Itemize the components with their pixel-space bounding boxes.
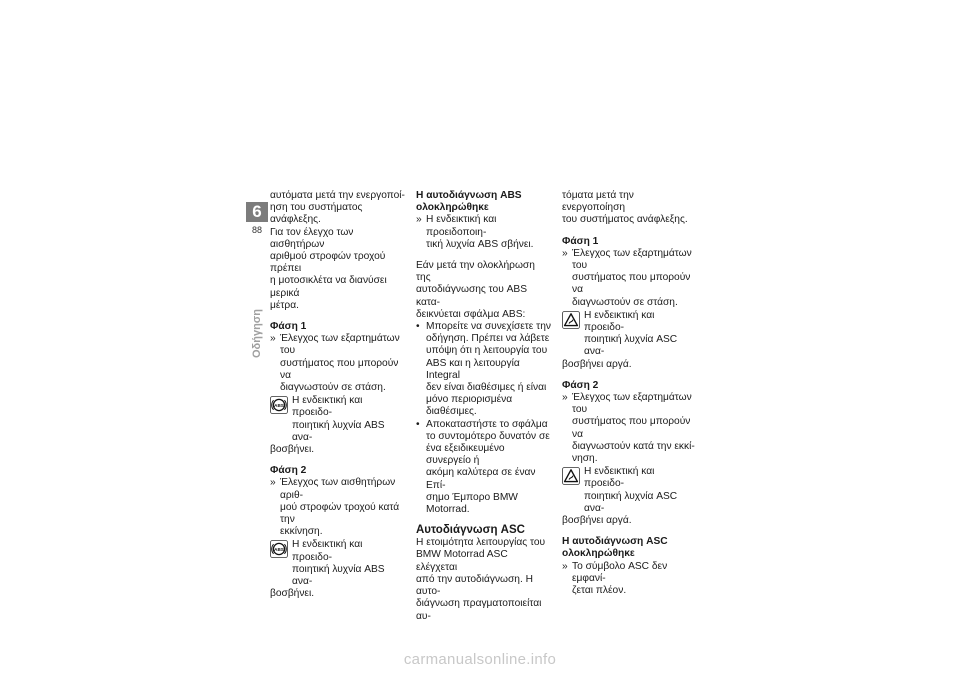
col2-para-line: αυτοδιάγνωσης του ABS κατα-	[416, 284, 527, 308]
column-3	[562, 190, 697, 597]
asc-warning-triangle-icon	[562, 311, 580, 329]
col2-heading-abs-complete: Η αυτοδιάγνωση ABS	[416, 190, 522, 201]
col2-para2-line: Η ετοιμότητα λειτουργίας του	[416, 537, 546, 549]
col2-step-abs-off: » Η ενδεικτική και προειδοποιη- τική λυχνία ABS σβήνει.	[416, 214, 534, 250]
col2-heading-abs-complete-2: ολοκληρώθηκε	[416, 202, 489, 214]
watermark: carmanualsonline.info	[403, 651, 557, 668]
arrow-marker: »	[416, 214, 422, 226]
col3-step-phase-2: » Έλεγχος των εξαρτημάτων του συστήματος που μπορούν να διαγνωστούν κατά την εκκί- νηση.	[562, 392, 695, 465]
section-title-vertical: Οδήγηση	[251, 308, 263, 358]
col1-intro-line: μέτρα.	[270, 299, 299, 311]
col2-para2-line: διάγνωση πραγματοποιείται αυ-	[416, 598, 542, 622]
col3-notice-end: βοσβήνει αργά.	[562, 515, 632, 527]
page-number: 88	[251, 225, 262, 235]
col1-intro-line: αριθμού στροφών τροχού πρέπει	[270, 251, 386, 275]
col3-intro-line: τόματα μετά την ενεργοποίηση	[562, 190, 634, 214]
svg-text:ABS: ABS	[274, 403, 284, 409]
arrow-marker: »	[562, 247, 568, 259]
bullet-dot: •	[416, 321, 420, 333]
col1-abs-notice-2: ABS Η ενδεικτική και προειδο- ποιητική λυχνία ABS ανα-	[270, 539, 405, 588]
col1-notice-end: βοσβήνει.	[270, 588, 315, 600]
column-1	[270, 190, 405, 601]
abs-warning-light-icon	[270, 540, 288, 558]
col1-intro-line: ηση του συστήματος ανάφλεξης.	[270, 202, 363, 226]
abs-warning-light-icon	[270, 396, 288, 414]
col1-notice-end: βοσβήνει.	[270, 444, 315, 456]
asc-warning-triangle-icon	[562, 467, 580, 485]
col1-intro-line: η μοτοσικλέτα να διανύσει μερικά	[270, 275, 387, 299]
col2-para-line: Εάν μετά την ολοκλήρωση της	[416, 260, 535, 284]
col3-step-phase-1: » Έλεγχος των εξαρτημάτων του συστήματος που μπορούν να διαγνωστούν σε στάση.	[562, 247, 692, 308]
arrow-marker: »	[270, 477, 276, 489]
col2-para2-line: από την αυτοδιάγνωση. Η αυτο-	[416, 573, 533, 598]
col2-para2-line: BMW Motorrad ASC ελέγχεται	[416, 549, 508, 573]
col1-intro-line: αυτόματα μετά την ενεργοποί-	[270, 190, 405, 201]
chapter-tab-number: 6	[246, 202, 268, 222]
col1-step-phase-2: » Έλεγχος των αισθητήρων αριθ- μού στροφών τροχού κατά την εκκίνηση.	[270, 477, 400, 538]
col1-abs-notice-1: ABS Η ενδεικτική και προειδο- ποιητική λυχνία ABS ανα-	[270, 395, 405, 444]
col3-intro-line: του συστήματος ανάφλεξης.	[562, 214, 688, 226]
col2-bullet-repair: • Αποκαταστήστε το σφάλμα το συντομότερο δυνατόν σε ένα εξειδικευμένο συνεργείο ή ακόμη καλύτερα σε έναν Επί- σημο Έμπορο BMW Motorrad.	[416, 418, 550, 516]
arrow-marker: »	[270, 333, 276, 345]
bullet-dot: •	[416, 418, 420, 430]
col3-heading-phase-2: Φάση 2	[562, 379, 599, 391]
col1-step-phase-1: » Έλεγχος των εξαρτημάτων του συστήματος που μπορούν να διαγνωστούν σε στάση.	[270, 333, 400, 394]
col3-notice-end: βοσβήνει αργά.	[562, 358, 632, 370]
arrow-marker: »	[562, 560, 568, 572]
col3-heading-asc-complete-2: ολοκληρώθηκε	[562, 548, 635, 560]
arrow-marker: »	[562, 392, 568, 404]
col2-heading-asc-selfdiag: Αυτοδιάγνωση ASC	[416, 524, 525, 537]
col1-intro-line: Για τον έλεγχο των αισθητήρων	[270, 226, 354, 250]
column-2	[416, 190, 551, 623]
col2-bullet-continue: • Μπορείτε να συνεχίσετε την οδήγηση. Πρέπει να λάβετε υπόψη ότι η λειτουργία του ABS και η λειτουργία Integral δεν είναι διαθέσιμες ή είναι μόνο περιορισμένα διαθέσιμες.	[416, 321, 551, 418]
col2-para-line: δεικνύεται σφάλμα ABS:	[416, 308, 526, 320]
col3-heading-asc-complete: Η αυτοδιάγνωση ASC	[562, 536, 668, 548]
svg-text:ABS: ABS	[274, 547, 284, 553]
col3-asc-notice-1: Η ενδεικτική και προειδο- ποιητική λυχνία ASC ανα-	[562, 310, 697, 359]
col3-asc-notice-2: Η ενδεικτική και προειδο- ποιητική λυχνία ASC ανα-	[562, 466, 697, 515]
col1-heading-phase-1: Φάση 1	[270, 321, 307, 333]
col3-heading-phase-1: Φάση 1	[562, 235, 599, 247]
col3-step-asc-off: » Το σύμβολο ASC δεν εμφανί- ζεται πλέον.	[562, 560, 668, 597]
col1-heading-phase-2: Φάση 2	[270, 465, 307, 477]
